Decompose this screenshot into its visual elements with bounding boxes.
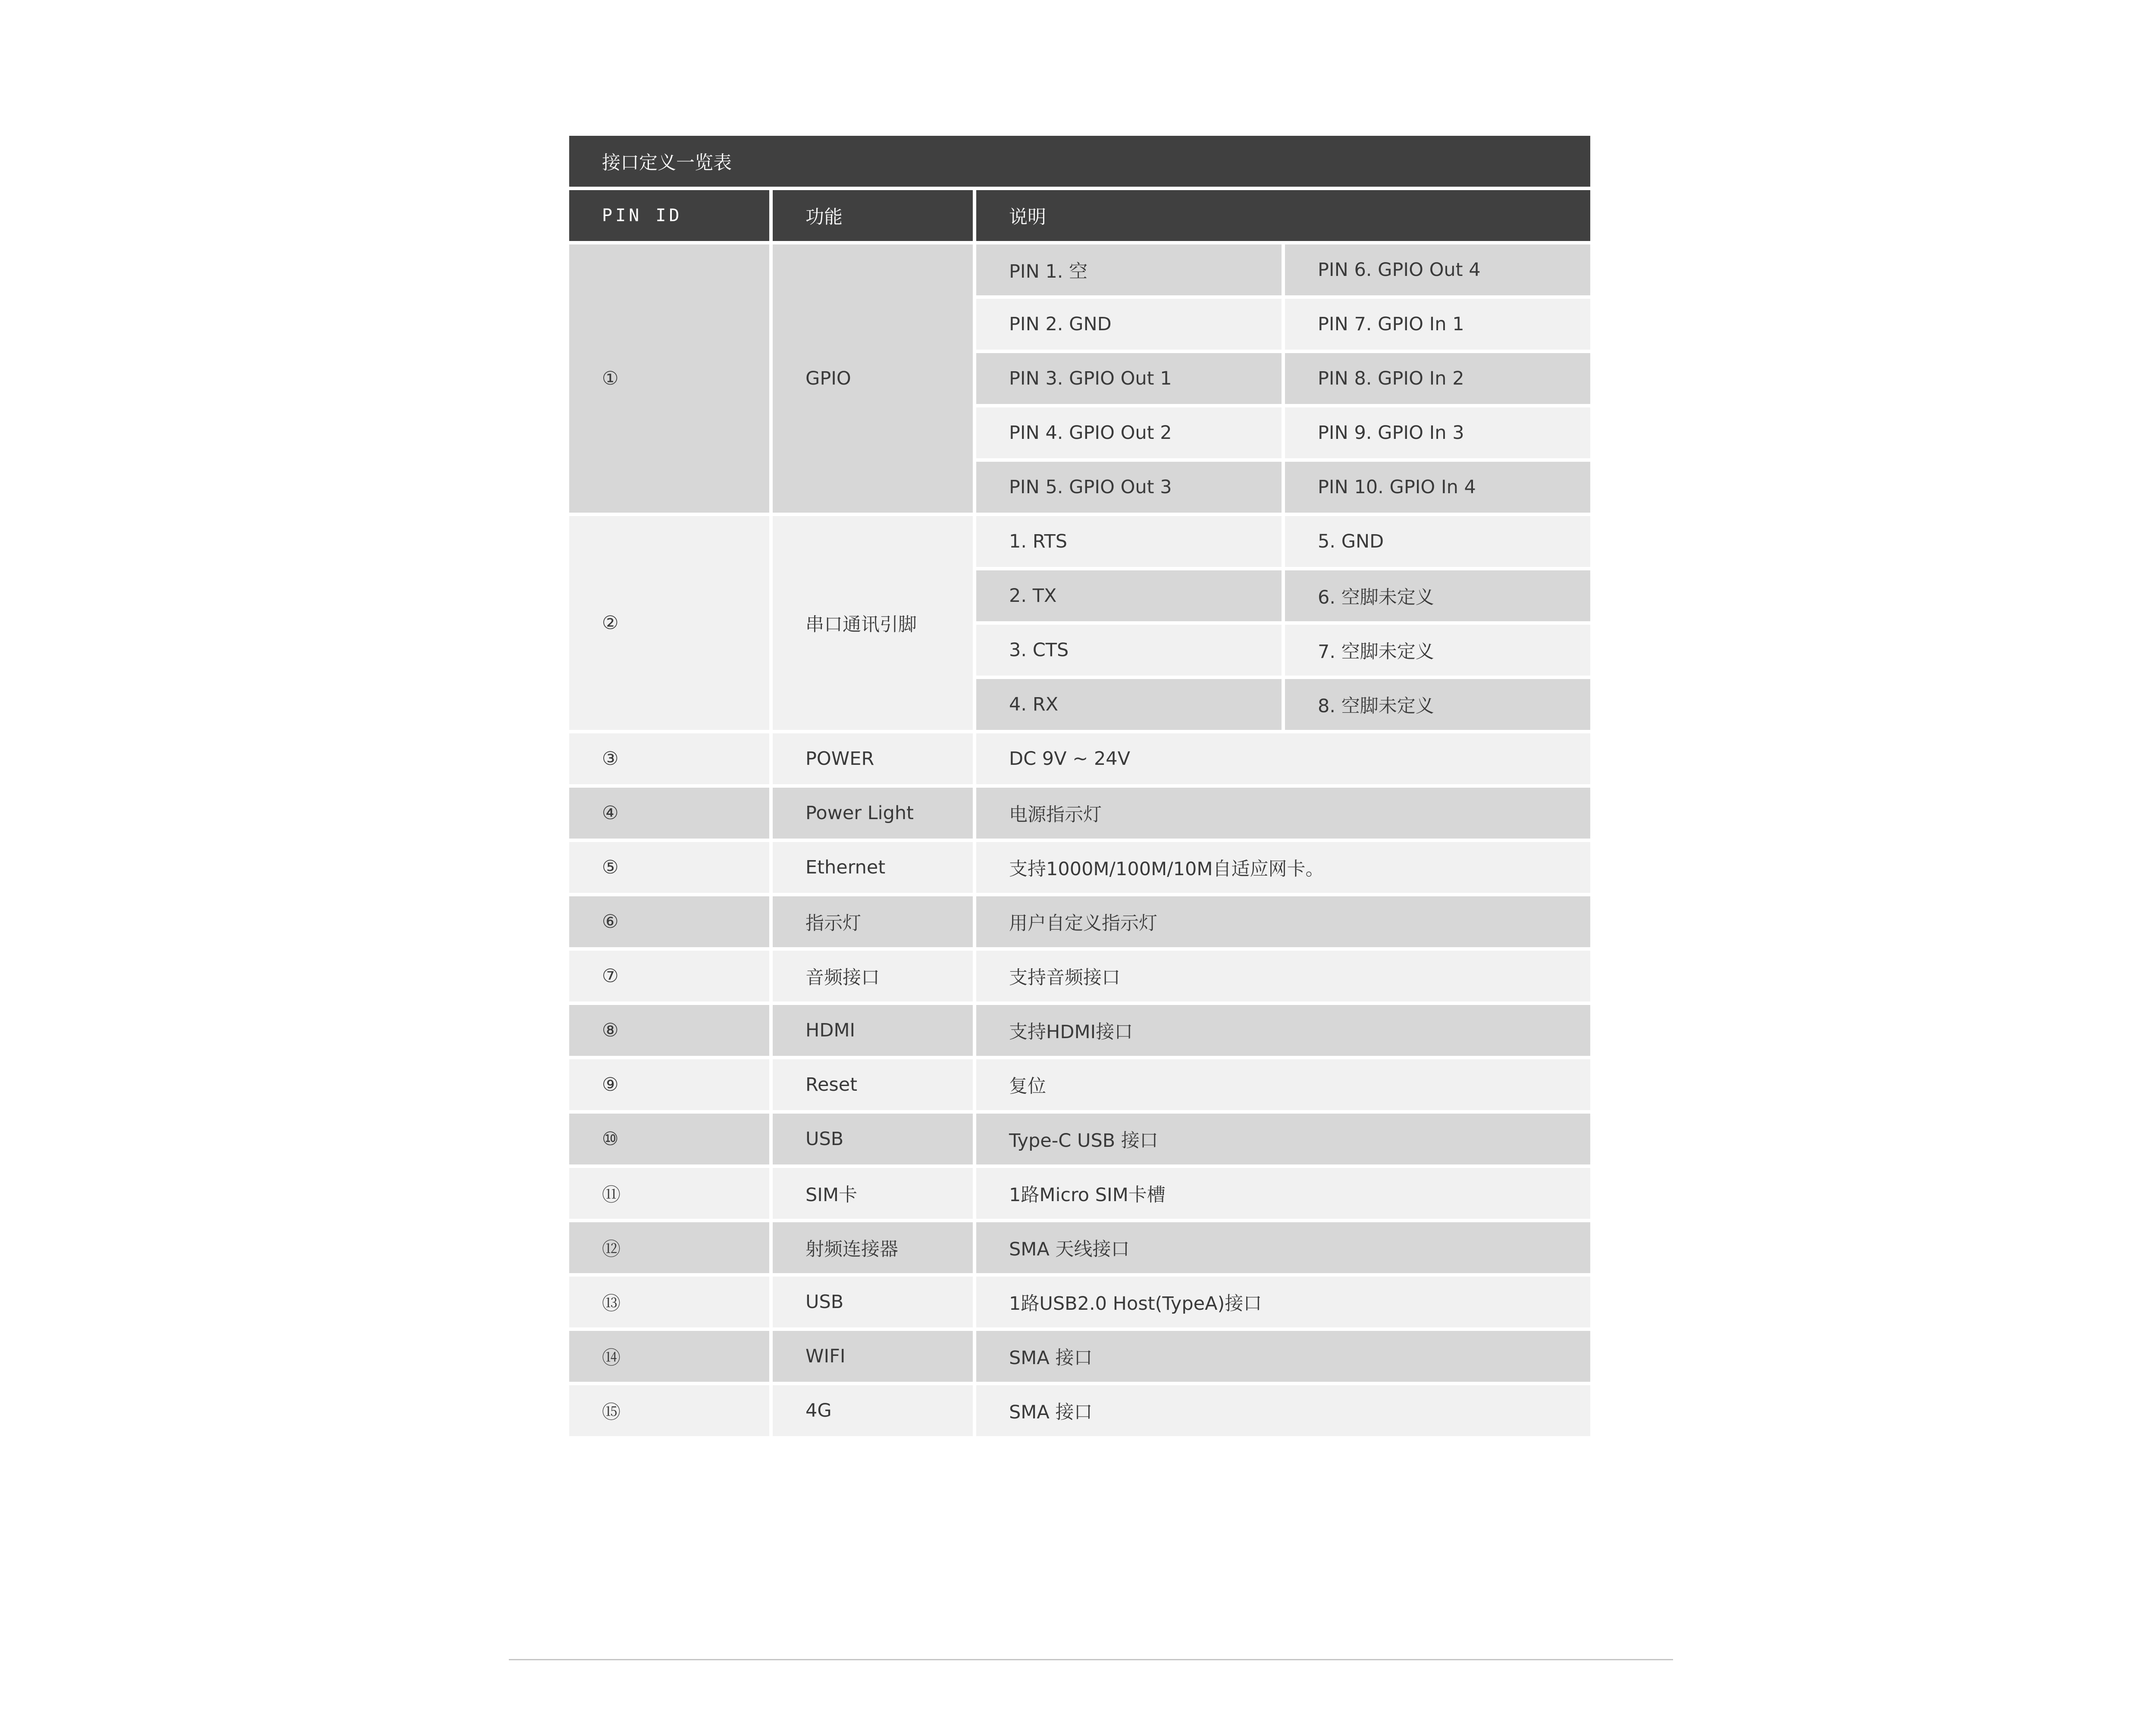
pin-id-cell: ⑫ — [569, 1222, 769, 1273]
pin-id-cell: ⑩ — [569, 1114, 769, 1164]
description-cell: PIN 8. GPIO In 2 — [1285, 353, 1590, 404]
table-row — [569, 733, 1590, 784]
function-cell: 指示灯 — [773, 896, 973, 947]
pin-id-cell: ⑥ — [569, 896, 769, 947]
table-header-row — [569, 190, 1590, 241]
function-cell: HDMI — [773, 1005, 973, 1056]
description-cell: 7. 空脚未定义 — [1285, 625, 1590, 676]
table-row — [569, 1222, 1590, 1273]
table-row — [569, 244, 1590, 295]
table-row — [569, 1385, 1590, 1436]
function-cell: 串口通讯引脚 — [773, 516, 973, 730]
function-cell: Power Light — [773, 788, 973, 839]
description-cell: SMA 接口 — [976, 1331, 1590, 1382]
description-cell: 6. 空脚未定义 — [1285, 570, 1590, 621]
table-row — [569, 1331, 1590, 1382]
function-cell: 射频连接器 — [773, 1222, 973, 1273]
description-cell: 3. CTS — [976, 625, 1282, 676]
header-description: 说明 — [976, 190, 1590, 241]
description-cell: 用户自定义指示灯 — [976, 896, 1590, 947]
pin-id-cell: ② — [569, 516, 769, 730]
header-function: 功能 — [773, 190, 973, 241]
description-cell: 支持HDMI接口 — [976, 1005, 1590, 1056]
function-cell: WIFI — [773, 1331, 973, 1382]
table-row — [569, 788, 1590, 839]
description-cell: Type-C USB 接口 — [976, 1114, 1590, 1164]
description-cell: PIN 10. GPIO In 4 — [1285, 462, 1590, 513]
description-cell: PIN 2. GND — [976, 299, 1282, 350]
description-cell: PIN 9. GPIO In 3 — [1285, 407, 1590, 458]
function-cell: USB — [773, 1277, 973, 1327]
pin-id-cell: ⑧ — [569, 1005, 769, 1056]
footer-divider — [509, 1659, 1673, 1660]
description-cell: 电源指示灯 — [976, 788, 1590, 839]
pin-id-cell: ④ — [569, 788, 769, 839]
function-cell: Reset — [773, 1059, 973, 1110]
table-row — [569, 842, 1590, 893]
description-cell: PIN 6. GPIO Out 4 — [1285, 244, 1590, 295]
function-cell: 音频接口 — [773, 951, 973, 1002]
description-cell: 1路USB2.0 Host(TypeA)接口 — [976, 1277, 1590, 1327]
table-row — [569, 516, 1590, 567]
description-cell: 4. RX — [976, 679, 1282, 730]
description-cell: 8. 空脚未定义 — [1285, 679, 1590, 730]
description-cell: SMA 天线接口 — [976, 1222, 1590, 1273]
description-cell: 支持1000M/100M/10M自适应网卡。 — [976, 842, 1590, 893]
description-cell: 复位 — [976, 1059, 1590, 1110]
function-cell: GPIO — [773, 244, 973, 513]
header-pin-id: PIN ID — [569, 190, 769, 241]
table-row — [569, 1277, 1590, 1327]
pin-id-cell: ⑪ — [569, 1168, 769, 1219]
description-cell: PIN 3. GPIO Out 1 — [976, 353, 1282, 404]
pin-id-cell: ⑭ — [569, 1331, 769, 1382]
description-cell: PIN 4. GPIO Out 2 — [976, 407, 1282, 458]
pin-id-cell: ⑮ — [569, 1385, 769, 1436]
table-row — [569, 1005, 1590, 1056]
description-cell: 1路Micro SIM卡槽 — [976, 1168, 1590, 1219]
description-cell: 1. RTS — [976, 516, 1282, 567]
description-cell: 5. GND — [1285, 516, 1590, 567]
pin-id-cell: ⑨ — [569, 1059, 769, 1110]
table-row — [569, 1059, 1590, 1110]
description-cell: DC 9V ~ 24V — [976, 733, 1590, 784]
description-cell: 支持音频接口 — [976, 951, 1590, 1002]
description-cell: PIN 5. GPIO Out 3 — [976, 462, 1282, 513]
pin-id-cell: ① — [569, 244, 769, 513]
table-row — [569, 1168, 1590, 1219]
description-cell: 2. TX — [976, 570, 1282, 621]
table-title-row — [569, 136, 1590, 187]
description-cell: PIN 7. GPIO In 1 — [1285, 299, 1590, 350]
table-row — [569, 896, 1590, 947]
interface-definition-table — [566, 132, 1594, 1440]
table-row — [569, 1114, 1590, 1164]
pin-id-cell: ⑤ — [569, 842, 769, 893]
pin-id-cell: ③ — [569, 733, 769, 784]
function-cell: USB — [773, 1114, 973, 1164]
function-cell: 4G — [773, 1385, 973, 1436]
function-cell: SIM卡 — [773, 1168, 973, 1219]
table-title: 接口定义一览表 — [569, 136, 1590, 187]
description-cell: SMA 接口 — [976, 1385, 1590, 1436]
function-cell: POWER — [773, 733, 973, 784]
pin-id-cell: ⑦ — [569, 951, 769, 1002]
table-row — [569, 951, 1590, 1002]
description-cell: PIN 1. 空 — [976, 244, 1282, 295]
pin-id-cell: ⑬ — [569, 1277, 769, 1327]
function-cell: Ethernet — [773, 842, 973, 893]
